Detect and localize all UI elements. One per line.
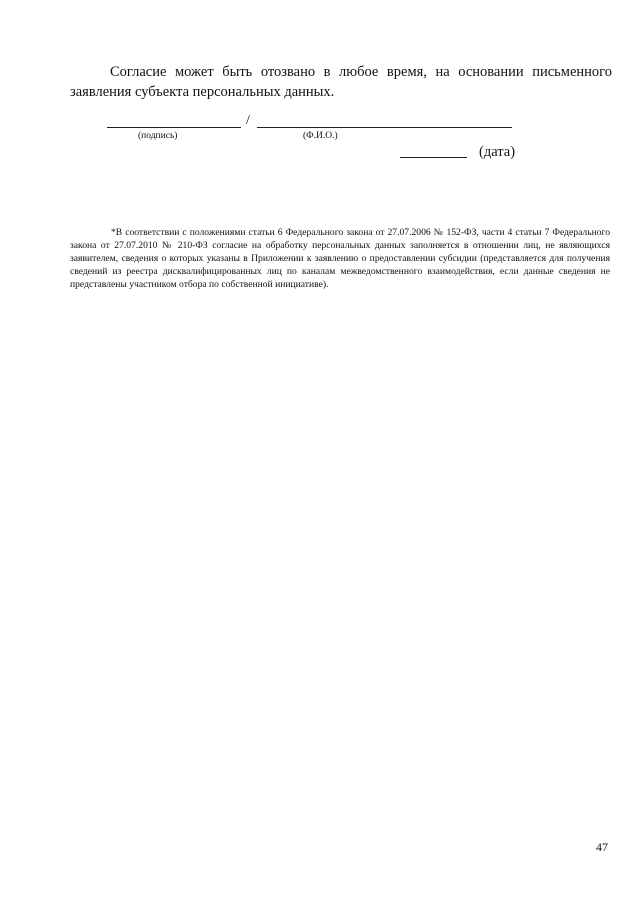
full-name-line [257,127,512,128]
signature-separator: / [246,113,250,128]
date-line [400,157,467,158]
date-label: (дата) [479,144,516,160]
consent-revocation-text: Согласие может быть отозвано в любое время, на основании письменного заявления субъекта персональных данных. [70,64,612,100]
full-name-caption: (Ф.И.О.) [303,131,338,141]
footnote: *В соответствии с положениями статьи 6 Федерального закона от 27.07.2006 № 152-ФЗ, части 4 статьи 7 Федерального закона от 27.07.2010 № 210-ФЗ согласие на обработку персональных данных заполняется в отношении лиц, не являющихся заявителем, сведения о которых указаны в Приложении к заявлению о предоставлении субсидии (представляется для получения сведений из реестра дисквалифицированных лиц по каналам межведомственного взаимодействия, если данные сведения не представлены участником отбора по собственной инициативе). [70,227,610,290]
page-number: 47 [596,840,608,854]
signature-caption: (подпись) [138,131,178,141]
signature-line [107,127,241,128]
